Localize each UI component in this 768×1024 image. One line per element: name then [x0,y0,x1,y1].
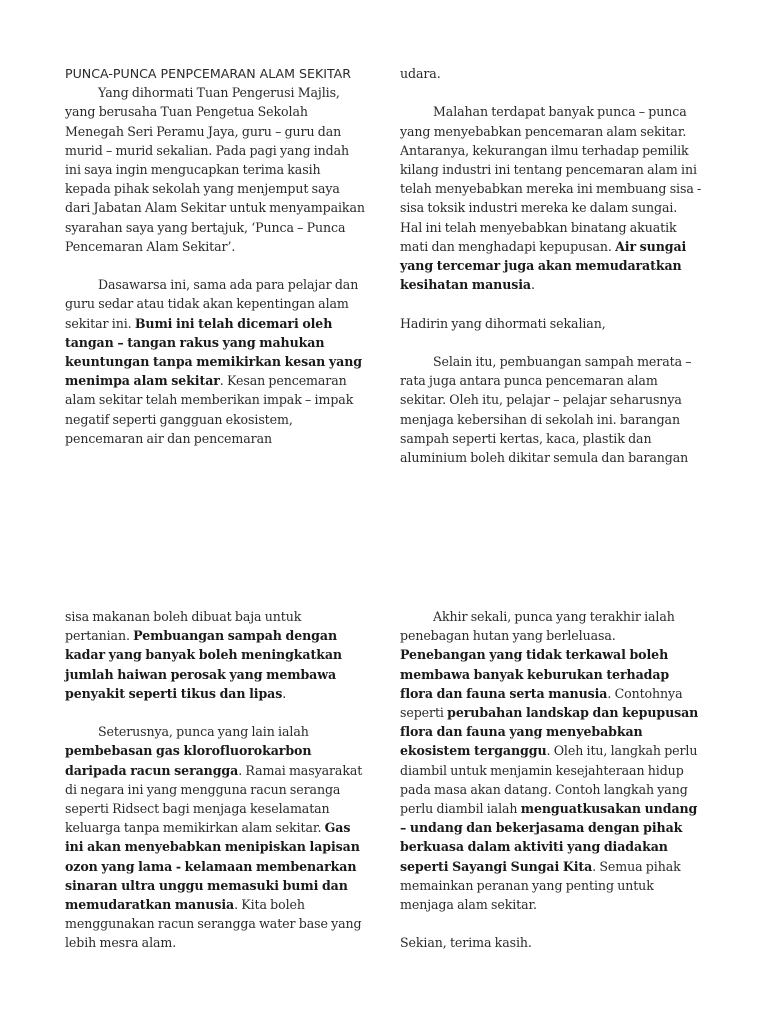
column-top-right [400,64,702,467]
bold-text-run: Penebangan yang tidak terkawal boleh membawa banyak keburukan terhadap flora dan fauna serta manusia [400,647,670,701]
text-run: Malahan terdapat banyak punca – punca yang menyebabkan pencemaran alam sekitar. Antaranya, kekurangan ilmu terhadap pemilik kilang industri ini tentang pencemaran alam ini telah menyebabkan mereka ini membuang sisa - sisa toksik industri mereka ke dalam sungai. Hal ini telah menyebabkan binatang akuatik mati dan menghadapi kepupusan. [400,104,702,254]
text-run: Akhir sekali, punca yang terakhir ialah penebagan hutan yang berleluasa. [400,609,675,644]
paragraph-cfc [65,722,367,952]
bold-text-run: Pembuangan sampah dengan kadar yang banyak boleh meningkatkan jumlah haiwan perosak yang membawa penyakit seperti tikus dan lipas [65,628,342,701]
text-run: . [282,685,287,701]
paragraph-deforestation [400,607,702,914]
paragraph-industrial-waste [400,102,702,294]
paragraph-continuation: udara. [400,66,441,81]
paragraph-intro [65,275,367,448]
text-run: . [530,277,535,293]
bold-text-run: Bumi ini telah dicemari oleh tangan – tangan rakus yang mahukan keuntungan tanpa memikirkan kesan yang menimpa alam sekitar [65,315,362,389]
text-run: . Oleh itu, langkah perlu diambil untuk menjamin kesejahteraan hidup pada masa akan datang. Contoh langkah yang perlu diambil ialah [400,743,698,817]
text-run: . Kesan pencemaran alam sekitar telah memberikan impak – impak negatif seperti gangguan ekosistem, pencemaran air dan pencemaran [65,373,354,446]
text-run: . Contohnya seperti [400,685,683,721]
text-run: . Ramai masyarakat di negara ini yang mengguna racun seranga seperti Ridsect bagi menjaga keselamatan keluarga tanpa memikirkan alam sekitar. [65,762,363,836]
text-run: Seterusnya, punca yang lain ialah [98,724,309,740]
bold-text-run: pembebasan gas klorofluorokarbon daripada racun serangga [65,743,312,778]
paragraph-address: Hadirin yang dihormati sekalian, [400,315,606,331]
bold-text-run: Air sungai yang tercemar juga akan memudaratkan kesihatan manusia [400,238,687,293]
text-run: Dasawarsa ini, sama ada para pelajar dan guru sedar atau tidak akan kepentingan alam sekitar ini. [65,277,359,331]
paragraph-closing: Sekian, terima kasih. [400,935,532,951]
page-title: PUNCA-PUNCA PENPCEMARAN ALAM SEKITAR [65,66,352,81]
text-run: . Semua pihak memainkan peranan yang penting untuk menjaga alam sekitar. [400,858,681,913]
paragraph-littering: Selain itu, pembuangan sampah merata – rata juga antara punca pencemaran alam sekitar. Oleh itu, pelajar – pelajar seharusnya menjaga kebersihan di sekolah ini. barangan sampah seperti kertas, kaca, plastik dan aluminium boleh dikitar semula dan barangan [400,354,692,466]
text-run: sisa makanan boleh dibuat baja untuk pertanian. [65,609,302,644]
paragraph-food-waste [65,607,367,703]
paragraph-greeting: Yang dihormati Tuan Pengerusi Majlis, yang berusaha Tuan Pengetua Sekolah Menegah Seri Peramu Jaya, guru – guru dan murid – murid sekalian. Pada pagi yang indah ini saya ingin mengucapkan terima kasih kepada pihak sekolah yang menjemput saya dari Jabatan Alam Sekitar untuk menyampaikan syarahan saya yang bertajuk, ‘Punca – Punca Pencemaran Alam Sekitar’. [65,85,365,254]
bold-text-run: perubahan landskap dan kepupusan flora dan fauna yang menyebabkan ekosistem terganggu [400,705,699,759]
column-bottom-left [65,607,367,953]
column-bottom-right [400,607,702,953]
text-run: . Kita boleh menggunakan racun serangga water base yang lebih mesra alam. [65,897,362,951]
bold-text-run: Gas ini akan menyebabkan menipiskan lapisan ozon yang lama - kelamaan membenarkan sinaran ultra unggu memasuki bumi dan memudaratkan manusia [65,820,360,913]
column-top-left [65,64,367,448]
bold-text-run: menguatkusakan undang – undang dan bekerjasama dengan pihak berkuasa dalam aktiviti yang diadakan seperti Sayangi Sungai Kita [400,801,698,874]
